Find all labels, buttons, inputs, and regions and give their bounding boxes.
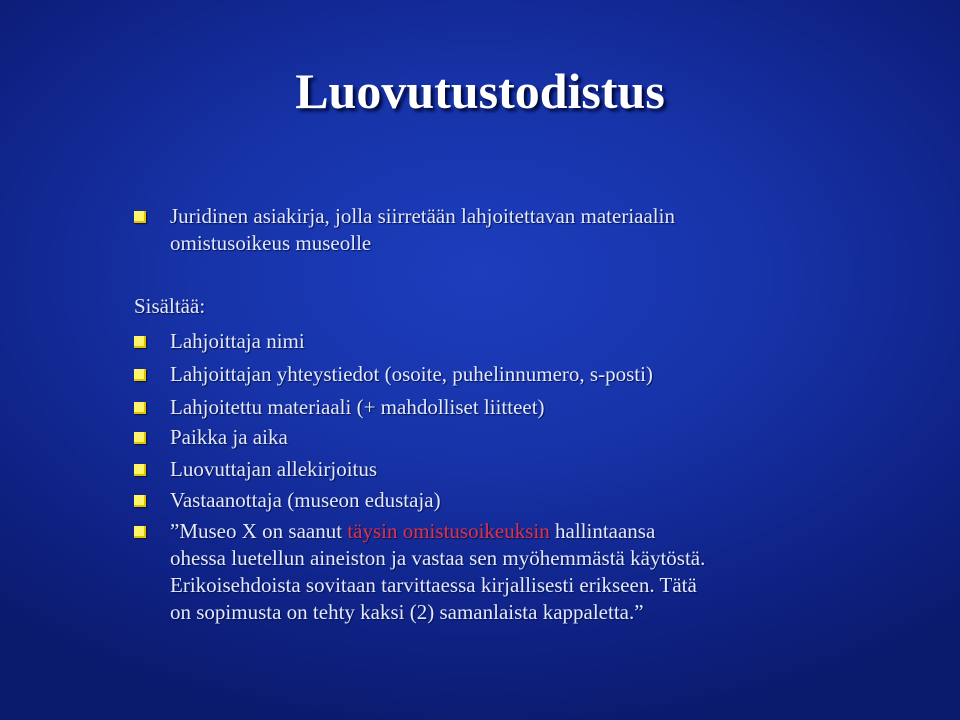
square-bullet-icon (134, 402, 146, 414)
list-item-text: Lahjoittaja nimi (170, 329, 305, 353)
square-bullet-icon (134, 432, 146, 444)
list-item (134, 361, 653, 388)
statement-line-3: Erikoisehdoista sovitaan tarvittaessa kirjallisesti erikseen. Tätä (170, 573, 697, 597)
intro-bullet (134, 203, 675, 257)
list-item-text: Lahjoittajan yhteystiedot (osoite, puhelinnumero, s-posti) (170, 362, 653, 386)
statement-line-1-start: ”Museo X on saanut (170, 519, 348, 543)
intro-line-2: omistusoikeus museolle (170, 231, 372, 255)
list-item-text: Vastaanottaja (museon edustaja) (170, 488, 441, 512)
square-bullet-icon (134, 495, 146, 507)
intro-text (170, 203, 675, 257)
list-item-text: Paikka ja aika (170, 425, 288, 449)
statement-highlight: täysin omistusoikeuksin (347, 519, 550, 543)
list-item (134, 456, 377, 483)
contents-heading: Sisältää: (134, 294, 206, 318)
slide-title: Luovutustodistus (295, 63, 665, 119)
statement-text (170, 518, 705, 626)
square-bullet-icon (134, 369, 146, 381)
list-item-text: Luovuttajan allekirjoitus (170, 457, 378, 481)
list-item (134, 487, 441, 514)
square-bullet-icon (134, 336, 146, 348)
list-item (134, 394, 545, 421)
list-item (134, 424, 288, 451)
square-bullet-icon (134, 526, 146, 538)
intro-line-1: Juridinen asiakirja, jolla siirretään lahjoitettavan materiaalin (170, 204, 675, 228)
statement-line-4: on sopimusta on tehty kaksi (2) samanlaista kappaletta.” (170, 600, 644, 624)
list-item-text: Lahjoitettu materiaali (+ mahdolliset liitteet) (170, 395, 545, 419)
statement-line-2: ohessa luetellun aineiston ja vastaa sen myöhemmästä käytöstä. (170, 546, 706, 570)
square-bullet-icon (134, 464, 146, 476)
statement-line-1-end: hallintaansa (549, 519, 656, 543)
list-item (134, 328, 305, 355)
statement-bullet (134, 518, 705, 626)
square-bullet-icon (134, 211, 146, 223)
